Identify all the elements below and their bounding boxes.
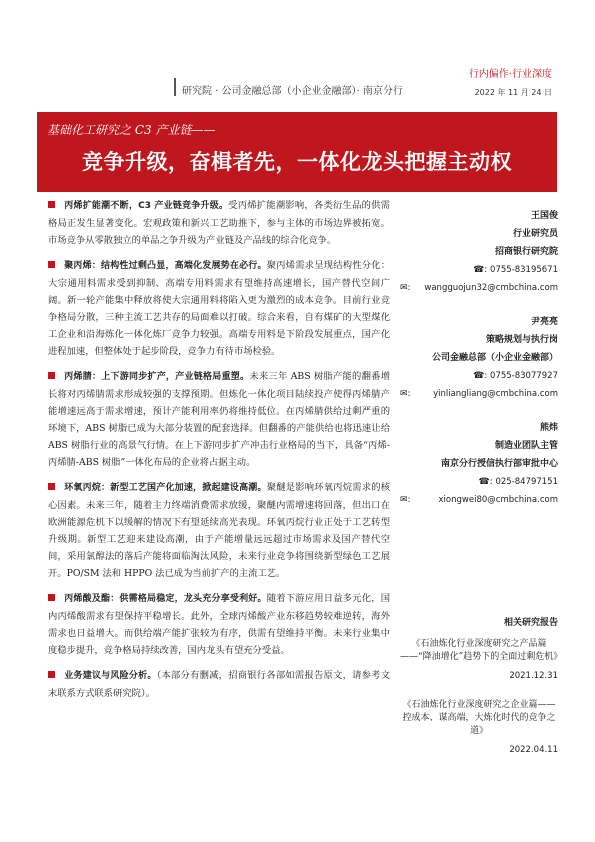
- summary-paragraph: [48, 590, 390, 659]
- bullet-icon: [48, 594, 55, 601]
- phone-icon: ☎:: [478, 477, 493, 487]
- analyst-role: 策略规划与执行岗: [485, 335, 558, 345]
- analyst-sidebar: [400, 207, 558, 525]
- related-report-item[interactable]: [400, 638, 563, 683]
- related-heading: 相关研究报告: [503, 618, 558, 628]
- related-report-item[interactable]: [400, 699, 558, 757]
- summary-paragraph: [48, 667, 390, 702]
- report-type-label: 行内偏作·行业深度: [468, 69, 552, 80]
- phone-number: 0755-83195671: [490, 265, 558, 275]
- analyst-phone: [400, 261, 558, 279]
- paragraph-lead: 业务建议与风险分析。: [64, 671, 157, 681]
- analyst-dept: 公司金融总部（小企业金融部）: [431, 353, 558, 363]
- analyst-dept: 南京分行授信执行部审批中心: [440, 459, 558, 469]
- analyst-name: 尹亮亮: [530, 317, 558, 327]
- bullet-icon: [48, 671, 55, 678]
- analyst-phone: [400, 473, 558, 491]
- email-address[interactable]: wangguojun32@cmbchina.com: [424, 283, 558, 293]
- bullet-icon: [48, 201, 55, 208]
- email-address[interactable]: xiongwei80@cmbchina.com: [438, 495, 558, 505]
- analyst-phone: [400, 367, 558, 385]
- summary-body: [48, 197, 390, 710]
- paragraph-text: （本部分有删减，招商银行各部如需报告原文，请参考文末联系方式联系研究院）。: [48, 670, 390, 699]
- phone-icon: ☎:: [473, 371, 488, 381]
- analyst-name: 熊炜: [539, 423, 558, 433]
- related-reports: [400, 615, 563, 773]
- page-title: 竞争升级，奋楫者先，一体化龙头把握主动权: [82, 149, 512, 174]
- title-banner: [37, 112, 557, 192]
- email-icon: ✉:: [400, 389, 411, 399]
- phone-icon: ☎:: [473, 265, 488, 275]
- summary-paragraph: [48, 257, 390, 360]
- organization-line: 研究院 · 公司金融总部（小企业金融部）· 南京分行: [182, 86, 403, 97]
- analyst-card: [400, 207, 558, 297]
- bullet-icon: [48, 372, 55, 379]
- paragraph-text: 聚醚是影响环氧丙烷需求的核心因素。未来三年，随着主力终端消费需求放缓，聚醚内需增速将回落，但出口在欧洲能源危机下以缓解的情况下有望延续高光表现。环氧丙烷行业正处于工艺转型升级期。新型工艺迎来建设高潮，由于产能增量远远超过市场需求及国产替代空间，采用氯醇法的落后产能将面临淘汰风险，未来行业竞争将围绕新型绿色工艺展开。PO/SM 法和 HPPO 法已成为当前扩产的主流工艺。: [48, 482, 390, 579]
- report-date: 2022 年 11 月 24 日: [474, 88, 552, 97]
- related-report-date: 2022.04.11: [509, 745, 558, 755]
- analyst-name: 王国俊: [530, 211, 558, 221]
- related-report-date: 2021.12.31: [509, 671, 558, 681]
- related-report-title: 《石油炼化行业深度研究之产品篇——“降油增化”趋势下的全面过剩危机》: [400, 639, 563, 662]
- summary-paragraph: [48, 197, 390, 249]
- analyst-email: [400, 491, 558, 509]
- paragraph-lead: 丙烯酸及酯：供需格局稳定，龙头充分享受利好。: [64, 594, 267, 604]
- phone-number: 0755-83077927: [490, 371, 558, 381]
- email-icon: ✉:: [400, 495, 411, 505]
- paragraph-text: 受丙烯扩能潮影响，各类衍生品的供需格局正发生显著变化。宏观政策和新兴工艺助推下，参与主体的市场边界被拓宽。市场竞争从零散独立的单品之争升级为产业链及产品线的综合化竞争。: [48, 200, 390, 246]
- analyst-email: [400, 279, 558, 297]
- paragraph-lead: 聚丙烯：结构性过剩凸显，高端化发展势在必行。: [64, 261, 267, 271]
- bullet-icon: [48, 483, 55, 490]
- paragraph-text: 随着下游应用日益多元化，国内丙烯酸需求有望保持平稳增长。此外，全球丙烯酸产业东移趋势较难逆转，海外需求也日益增大。而供给端产能扩张较为有序，供需有望维持平衡。未来行业集中度稳步提升，竞争格局持续改善，国内龙头有望充分受益。: [48, 593, 390, 656]
- paragraph-text: 未来三年 ABS 树脂产能的翻番增长将对丙烯腈需求形成较强的支撑预期。但炼化一体化项目陆续投产使得丙烯腈产能增速远高于需求增速，预计产能利用率仍将维持低位。在丙烯腈供给过剩严重的环境下，ABS 树脂已成为大部分装置的配套选择。但翻番的产能供给也将迅速让给 ABS 树脂行业的高景气行情。在上下游同步扩产冲击行业格局的当下，具备“丙烯-丙烯腈-ABS 树脂”一体化布局的企业将占据主动。: [48, 371, 390, 468]
- phone-number: 025-84797151: [495, 477, 558, 487]
- analyst-card: [400, 313, 558, 403]
- paragraph-lead: 环氧丙烷：新型工艺国产化加速，掀起建设高潮。: [64, 483, 267, 493]
- series-title: 基础化工研究之 C3 产业链——: [47, 123, 216, 137]
- analyst-dept: 招商银行研究院: [494, 247, 558, 257]
- header-divider: [174, 78, 176, 96]
- analyst-email: [400, 385, 558, 403]
- paragraph-lead: 丙烯扩能潮不断，C3 产业链竞争升级。: [64, 201, 229, 211]
- summary-paragraph: [48, 479, 390, 582]
- analyst-role: 行业研究员: [512, 229, 558, 239]
- analyst-role: 制造业团队主管: [494, 441, 558, 451]
- analyst-card: [400, 419, 558, 509]
- bullet-icon: [48, 261, 55, 268]
- paragraph-text: 聚丙烯需求呈现结构性分化：大宗通用料需求受到抑制、高端专用料需求有望维持高速增长，国产替代空间广阔。新一轮产能集中释放将使大宗通用料将陷入更为激烈的成本竞争。目前行业竞争格局分散，三种主流工艺共存的局面难以打破。综合来看，自有煤矿的大型煤化工企业和沿海炼化一体化炼厂竞争力较强。高端专用料是下阶段发展重点，国产化进程加速，但整体处于起步阶段，竞争力有待市场检验。: [48, 260, 390, 357]
- related-report-title: 《石油炼化行业深度研究之企业篇——控成本、谋高端，大炼化时代的竞争之道》: [402, 700, 556, 736]
- paragraph-lead: 丙烯腈：上下游同步扩产，产业链格局重塑。: [64, 372, 250, 382]
- summary-paragraph: [48, 368, 390, 471]
- email-icon: ✉:: [400, 283, 411, 293]
- email-address[interactable]: yinliangliang@cmbchina.com: [433, 389, 558, 399]
